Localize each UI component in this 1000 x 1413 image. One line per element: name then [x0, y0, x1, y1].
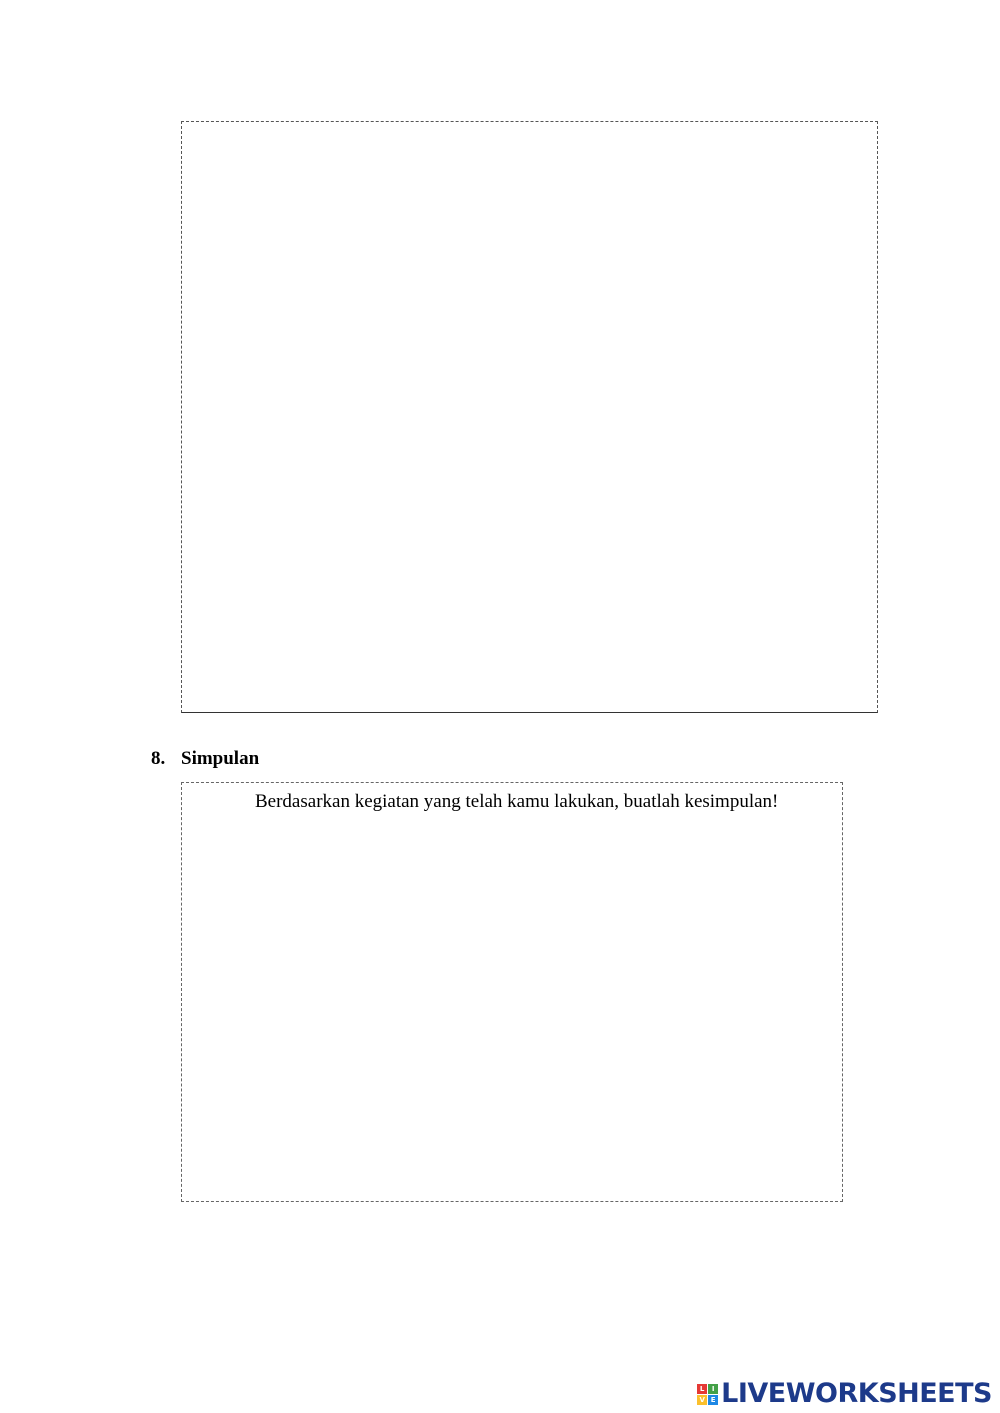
- logo-letter-v: V: [697, 1395, 707, 1405]
- logo-letter-i: I: [708, 1384, 718, 1394]
- liveworksheets-logo-icon: [697, 1384, 718, 1405]
- conclusion-instruction: Berdasarkan kegiatan yang telah kamu lakukan, buatlah kesimpulan!: [255, 791, 779, 812]
- conclusion-answer-box[interactable]: [181, 782, 843, 1202]
- liveworksheets-brand: [697, 1379, 992, 1409]
- section-number: 8.: [151, 748, 166, 769]
- logo-letter-l: L: [697, 1384, 707, 1394]
- section-heading: [151, 748, 259, 770]
- brand-text: LIVEWORKSHEETS: [721, 1378, 992, 1409]
- logo-letter-e: E: [708, 1395, 718, 1405]
- section-title: Simpulan: [181, 748, 260, 769]
- answer-box[interactable]: [181, 121, 878, 713]
